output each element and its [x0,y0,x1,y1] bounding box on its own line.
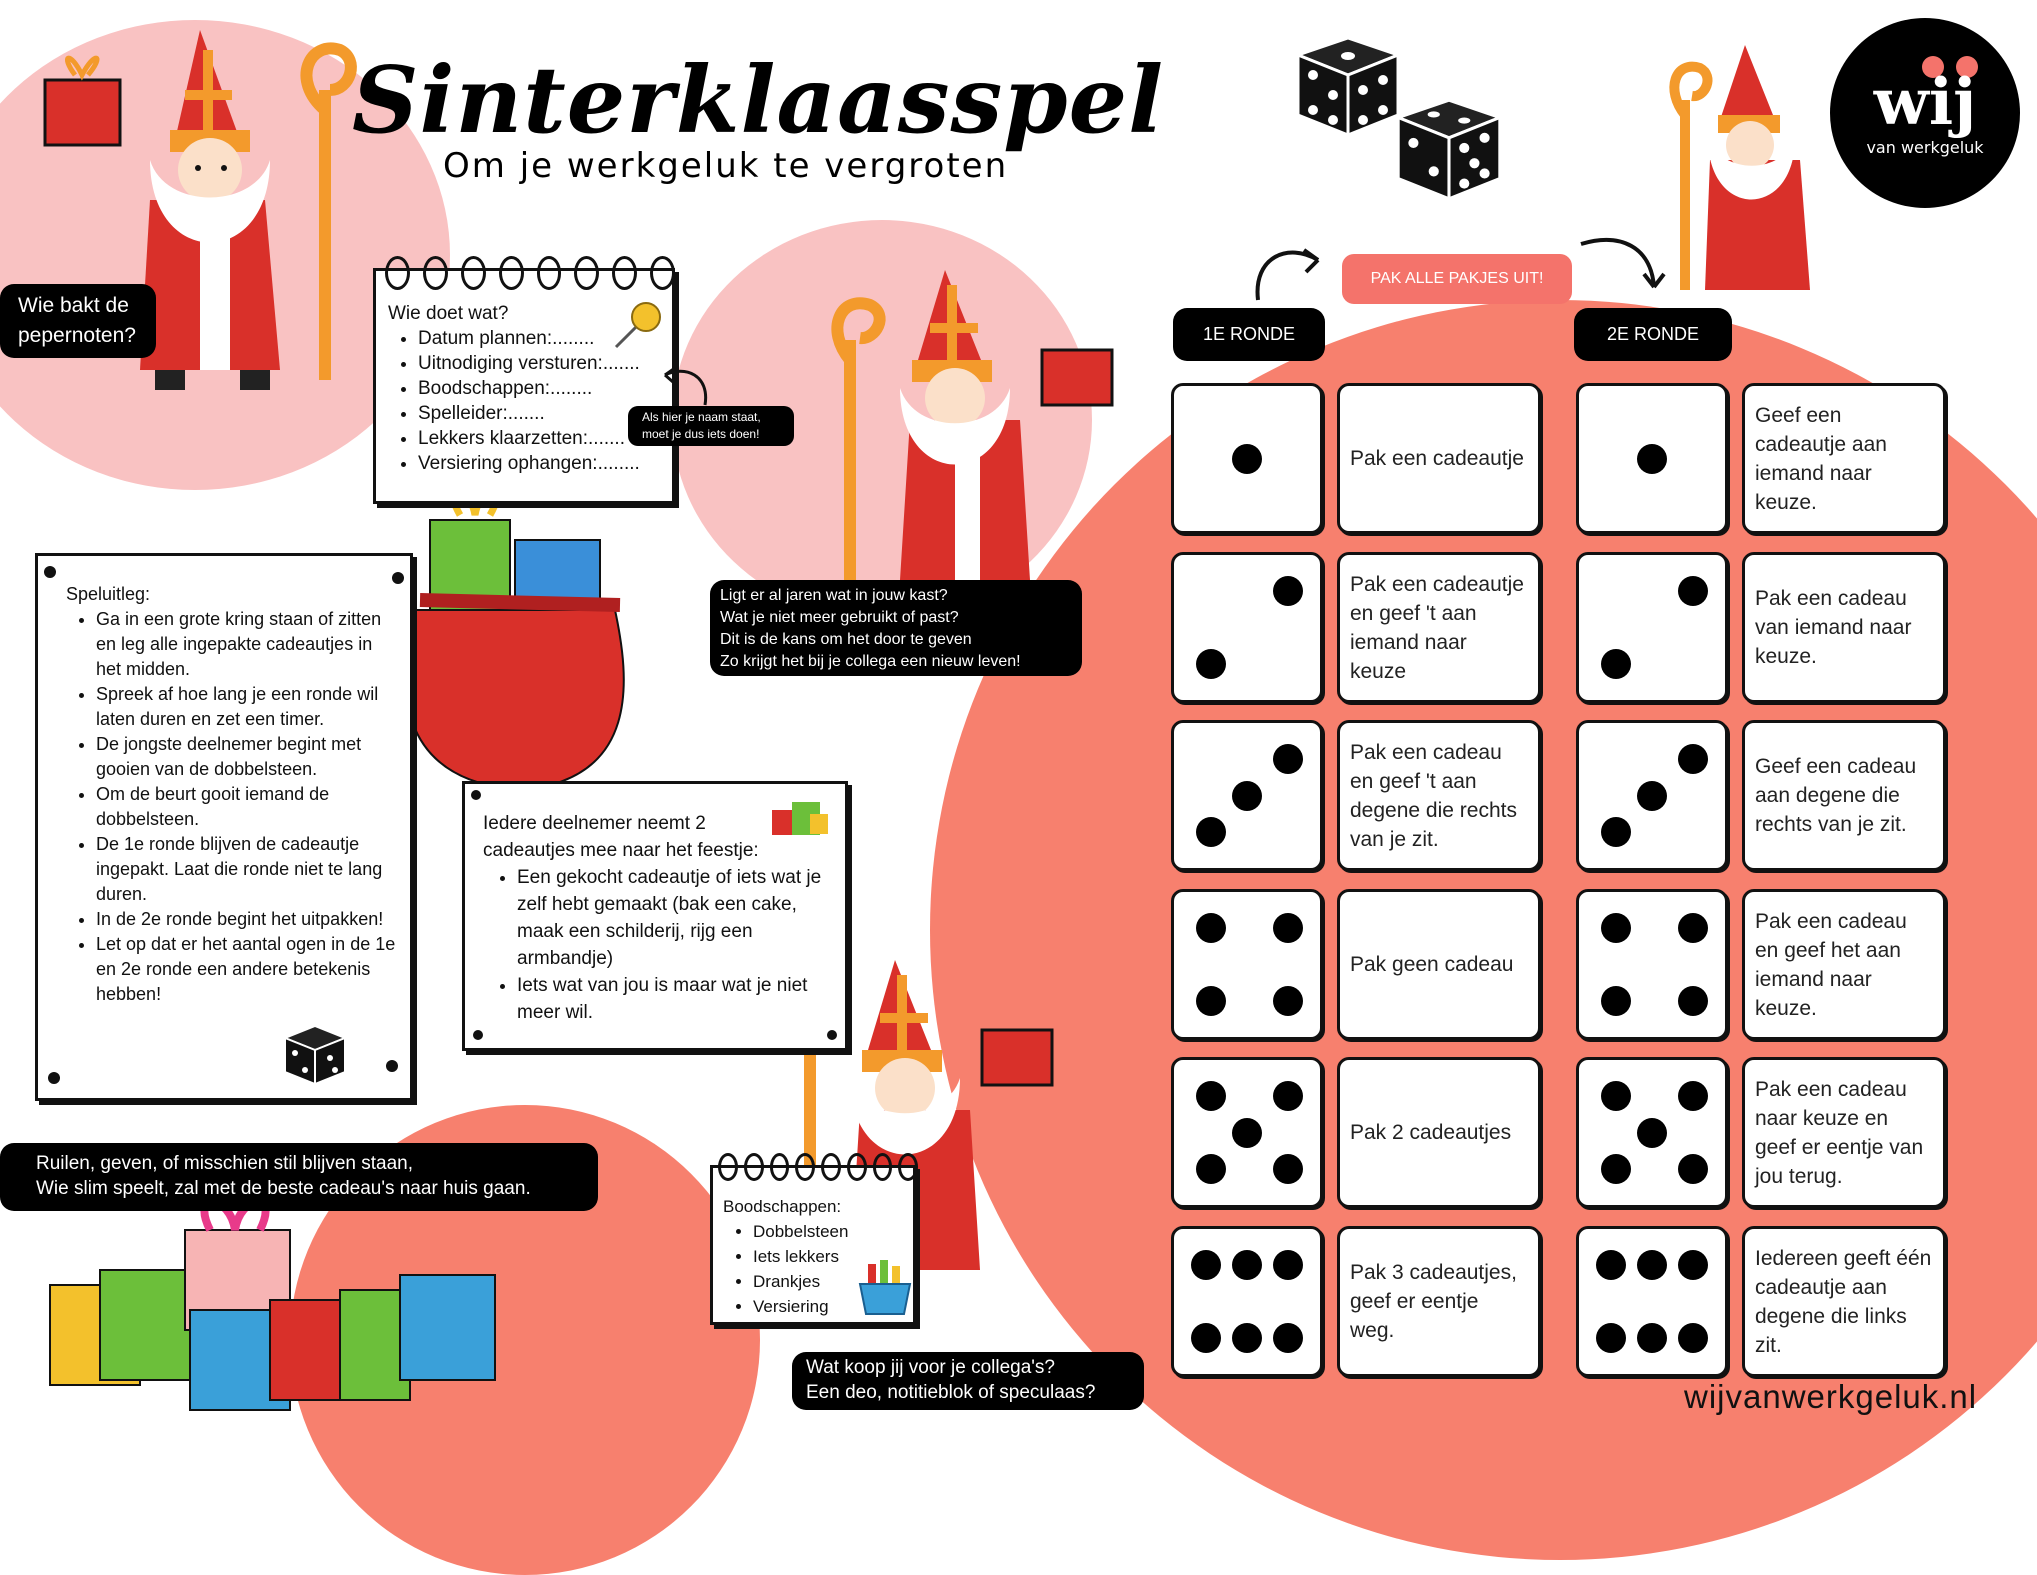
pin-dot [471,790,481,800]
spiral-ring [718,1153,738,1181]
rule-cell [1337,1226,1541,1377]
die-face-3 [1576,720,1728,871]
bubble-line: Als hier je naam staat, [642,410,761,424]
list-item: • Dobbelsteen [753,1219,913,1244]
rule-cell [1337,889,1541,1040]
bubble-line: Ruilen, geven, of misschien stil blijven staan, [36,1153,414,1174]
die-pip [1273,986,1303,1016]
gifts-icon [770,790,830,840]
list-item: • De 1e ronde blijven de cadeautje ingepakt. Laat die ronde niet te lang duren. [96,832,396,907]
bubble-naam [628,406,794,446]
pin-dot [827,1030,837,1040]
dice-icon [1388,92,1510,204]
rule-text: Pak een cadeau en geef 't aan degene die rechts van je zit. [1350,740,1517,851]
list-item: • Let op dat er het aantal ogen in de 1e en 2e ronde een andere betekenis hebben! [96,932,396,1007]
rule-cell [1337,552,1541,703]
rule-text: Pak een cadeau naar keuze en geef er eentje van jou terug. [1755,1077,1924,1188]
die-pip [1601,649,1631,679]
bubble-line: Wie slim speelt, zal met de beste cadeau's naar huis gaan. [36,1178,531,1199]
die-pip [1191,1250,1221,1280]
gift-sack-illustration [400,480,640,800]
spiral-ring [795,1153,815,1181]
dice-icon [280,1018,350,1088]
list-item: • Uitnodiging versturen:....... [418,351,672,376]
spiral-ring [650,256,675,290]
list-item: • Ga in een grote kring staan of zitten en leg alle ingepakte cadeautjes in het midden. [96,607,396,682]
die-pip [1232,781,1262,811]
die-pip [1196,986,1226,1016]
die-face-2 [1576,552,1728,703]
curved-arrow-icon [1576,232,1666,292]
logo-text: wij [1873,65,1977,140]
spiral-ring [499,256,524,290]
page-subtitle: Om je werkgeluk te vergroten [443,146,1009,186]
rule-cell [1742,720,1946,871]
speluitleg-note [35,553,413,1101]
note-heading: Wie doet wat? [388,303,509,324]
ronde-2-header: 2E RONDE [1574,308,1732,361]
die-pip [1678,1154,1708,1184]
die-pip [1232,1250,1262,1280]
rule-text: Iedereen geeft één cadeautje aan degene die links zit. [1755,1246,1932,1357]
die-pip [1596,1323,1626,1353]
bubble-line: Een deo, notitieblok of speculaas? [806,1382,1096,1403]
spiral-binding [718,1153,918,1179]
bubble-ruilen [0,1143,598,1211]
die-face-6 [1171,1226,1323,1377]
bubble-line: Wie bakt de [18,294,129,317]
pin-dot [386,1060,398,1072]
die-face-4 [1171,889,1323,1040]
spiral-ring [898,1153,918,1181]
website-label: wijvanwerkgeluk.nl [1684,1378,1978,1415]
bubble-pepernoten [0,284,156,358]
rule-text: Pak geen cadeau [1350,953,1514,976]
bubble-line: Zo krijgt het bij je collega een nieuw leven! [720,653,1021,670]
die-pip [1196,1154,1226,1184]
die-pip [1273,744,1303,774]
ronde-1-header: 1E RONDE [1173,308,1325,361]
pushpin-icon [608,295,668,355]
die-face-3 [1171,720,1323,871]
pin-dot [48,1072,60,1084]
die-pip [1196,1081,1226,1111]
die-pip [1601,1081,1631,1111]
bubble-line: Wat koop jij voor je collega's? [806,1357,1055,1378]
die-face-1 [1576,383,1728,534]
list-item: • Drankjes [753,1269,913,1294]
list-item: • Een gekocht cadeautje of iets wat je zelf hebt gemaakt (bak een cake, maak een schilderij, rijg een armbandje) [517,864,831,972]
pak-alle-pakjes-label: PAK ALLE PAKJES UIT! [1342,254,1572,304]
rule-cell [1742,1226,1946,1377]
bubble-line: Wat je niet meer gebruikt of past? [720,609,959,626]
die-pip [1232,444,1262,474]
die-pip [1196,913,1226,943]
list-item: • De jongste deelnemer begint met gooien van de dobbelsteen. [96,732,396,782]
die-face-6 [1576,1226,1728,1377]
die-pip [1678,1250,1708,1280]
rule-cell [1742,552,1946,703]
rule-cell [1337,1057,1541,1208]
die-pip [1637,781,1667,811]
die-face-1 [1171,383,1323,534]
sinterklaas-illustration [1650,40,1840,310]
die-pip [1232,1118,1262,1148]
die-pip [1196,649,1226,679]
die-pip [1678,913,1708,943]
note-heading: Speluitleg: [66,584,151,604]
bubble-line: pepernoten? [18,324,136,347]
rule-cell [1337,383,1541,534]
die-pip [1637,1118,1667,1148]
rule-text: Pak een cadeautje [1350,447,1524,470]
note-heading: Boodschappen: [723,1197,842,1216]
spiral-ring [537,256,562,290]
page-title: Sinterklaasspel [352,46,1165,154]
die-pip [1601,913,1631,943]
die-pip [1678,744,1708,774]
die-pip [1596,1250,1626,1280]
spiral-binding [385,256,675,286]
die-pip [1196,817,1226,847]
list-item: • Versiering [753,1294,913,1319]
die-face-5 [1171,1057,1323,1208]
rule-text: Pak een cadeautje en geef 't aan iemand naar keuze [1350,572,1524,683]
rule-text: Geef een cadeautje aan iemand naar keuze. [1755,403,1887,514]
die-pip [1273,913,1303,943]
die-pip [1678,1081,1708,1111]
spiral-ring [385,256,410,290]
bubble-kast [710,580,1082,676]
gifts-pile-illustration [40,1190,510,1420]
pin-dot [473,1030,483,1040]
list-item: • Spelleider:....... [418,401,672,426]
sinterklaas-illustration [820,260,1120,600]
spiral-ring [847,1153,867,1181]
die-pip [1637,444,1667,474]
bubble-line: moet je dus iets doen! [642,427,760,441]
die-pip [1273,576,1303,606]
rule-text: Pak 2 cadeautjes [1350,1121,1512,1144]
rule-text: Pak 3 cadeautjes, geef er eentje weg. [1350,1261,1517,1342]
curved-arrow-icon [1248,232,1328,302]
die-pip [1678,986,1708,1016]
list-item: • Boodschappen:........ [418,376,672,401]
shopping-basket-icon [858,1258,912,1316]
die-pip [1273,1323,1303,1353]
rule-text: Pak een cadeau en geef het aan iemand naar keuze. [1755,909,1907,1020]
spiral-ring [744,1153,764,1181]
die-pip [1637,1250,1667,1280]
list-item: • Versiering ophangen:........ [418,451,672,476]
die-pip [1273,1154,1303,1184]
rule-text: Pak een cadeau van iemand naar keuze. [1755,587,1912,668]
spiral-ring [821,1153,841,1181]
die-pip [1232,1323,1262,1353]
list-item: • Iets wat van jou is maar wat je niet meer wil. [517,972,831,1026]
die-pip [1637,1323,1667,1353]
bubble-line: Dit is de kans om het door te geven [720,631,972,648]
die-pip [1273,1081,1303,1111]
curved-arrow-icon [655,360,715,410]
list-item: • Spreek af hoe lang je een ronde wil laten duren en zet een timer. [96,682,396,732]
rule-text: Geef een cadeau aan degene die rechts van je zit. [1755,755,1917,836]
spiral-ring [873,1153,893,1181]
list-item: • Om de beurt gooit iemand de dobbelsteen. [96,782,396,832]
spiral-ring [574,256,599,290]
list-item: • Lekkers klaarzetten:....... [418,426,672,451]
rule-cell [1742,1057,1946,1208]
note-intro: Iedere deelnemer neemt 2 cadeautjes mee naar het feestje: [483,813,759,861]
die-pip [1678,576,1708,606]
die-face-2 [1171,552,1323,703]
spiral-ring [461,256,486,290]
die-face-5 [1576,1057,1728,1208]
die-pip [1273,1250,1303,1280]
spiral-ring [423,256,448,290]
die-pip [1601,817,1631,847]
die-face-4 [1576,889,1728,1040]
logo [1830,18,2020,208]
spiral-ring [612,256,637,290]
pin-dot [44,566,56,578]
die-pip [1191,1323,1221,1353]
list-item: • In de 2e ronde begint het uitpakken! [96,907,396,932]
rule-cell [1742,383,1946,534]
die-pip [1678,1323,1708,1353]
logo-subtext: van werkgeluk [1866,138,1984,157]
die-pip [1601,1154,1631,1184]
bubble-koop [792,1352,1144,1410]
die-pip [1601,986,1631,1016]
rule-cell [1337,720,1541,871]
list-item: • Iets lekkers [753,1244,913,1269]
bubble-line: Ligt er al jaren wat in jouw kast? [720,587,948,604]
pin-dot [392,572,404,584]
spiral-ring [770,1153,790,1181]
list-item: • Datum plannen:........ [418,326,672,351]
rule-cell [1742,889,1946,1040]
